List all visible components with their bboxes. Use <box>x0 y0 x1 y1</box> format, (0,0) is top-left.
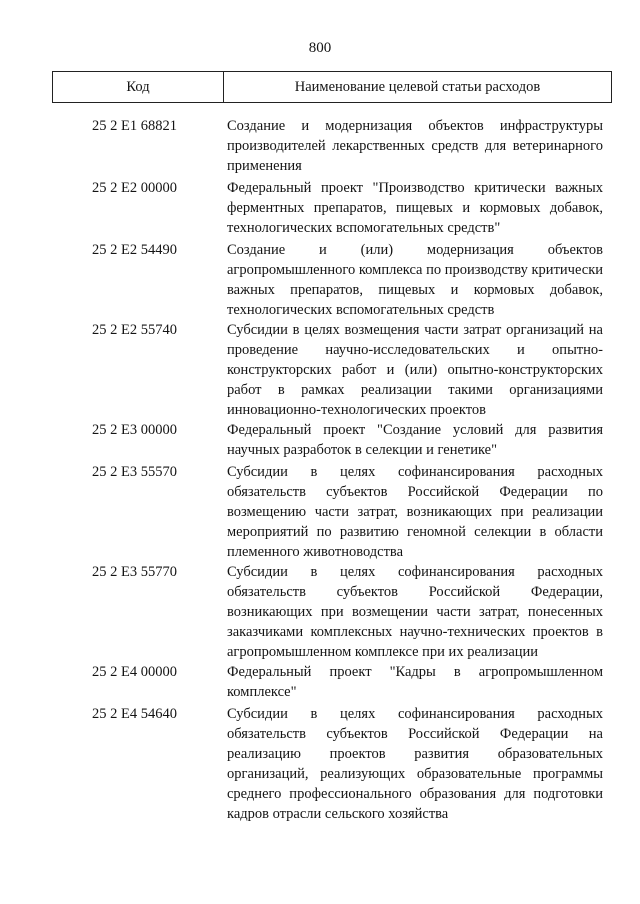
table-row <box>0 420 640 462</box>
row-description: Субсидии в целях софинансирования расходных обязательств субъектов Российской Федерации, возникающих при возмещении части затрат, понесенных заказчиками комплексных научно-технических проектов в агропромышленном комплексе при их реализации <box>227 564 603 660</box>
row-code: 25 2 E2 55740 <box>92 322 177 338</box>
table-row <box>0 462 640 562</box>
row-description: Федеральный проект "Кадры в агропромышленном комплексе" <box>227 664 603 700</box>
row-code: 25 2 E4 00000 <box>92 664 177 680</box>
table-row <box>0 704 640 824</box>
row-code: 25 2 E2 00000 <box>92 180 177 196</box>
table-row <box>0 562 640 662</box>
table-row <box>0 116 640 178</box>
table-row <box>0 320 640 420</box>
page-number: 800 <box>308 40 332 56</box>
row-code: 25 2 E4 54640 <box>92 706 177 722</box>
row-description: Федеральный проект "Производство критически важных ферментных препаратов, пищевых и кормовых добавок, технологических вспомогательных средств" <box>227 180 603 236</box>
row-code: 25 2 E3 55570 <box>92 464 177 480</box>
table-row <box>0 662 640 704</box>
row-description: Создание и модернизация объектов инфраструктуры производителей лекарственных средств для ветеринарного применения <box>227 118 603 174</box>
table-header <box>52 71 612 103</box>
table-body <box>0 116 640 824</box>
row-description: Субсидии в целях возмещения части затрат организаций на проведение научно-исследовательских и опытно-конструкторских работ и (или) опытно-конструкторских работ в рамках реализации такими организациями инновационно-технологических проектов <box>227 322 603 418</box>
row-code: 25 2 E2 54490 <box>92 242 177 258</box>
row-code: 25 2 E1 68821 <box>92 118 177 134</box>
table-row <box>0 178 640 240</box>
row-description: Субсидии в целях софинансирования расходных обязательств субъектов Российской Федерации на реализацию проектов развития образовательных организаций, реализующих образовательные программы среднего профессионального образования для подготовки кадров отрасли сельского хозяйства <box>227 706 603 822</box>
row-code: 25 2 E3 55770 <box>92 564 177 580</box>
row-description: Субсидии в целях софинансирования расходных обязательств субъектов Российской Федерации по возмещению части затрат, возникающих при реализации мероприятий по развитию геномной селекции в области племенного животноводства <box>227 464 603 560</box>
column-header-code: Код <box>53 72 224 102</box>
row-description: Федеральный проект "Создание условий для развития научных разработок в селекции и генетике" <box>227 422 603 458</box>
table-row <box>0 240 640 320</box>
row-code: 25 2 E3 00000 <box>92 422 177 438</box>
row-description: Создание и (или) модернизация объектов агропромышленного комплекса по производству критически важных препаратов, пищевых и кормовых добавок, технологических вспомогательных средств <box>227 242 603 318</box>
column-header-name: Наименование целевой статьи расходов <box>294 78 541 95</box>
